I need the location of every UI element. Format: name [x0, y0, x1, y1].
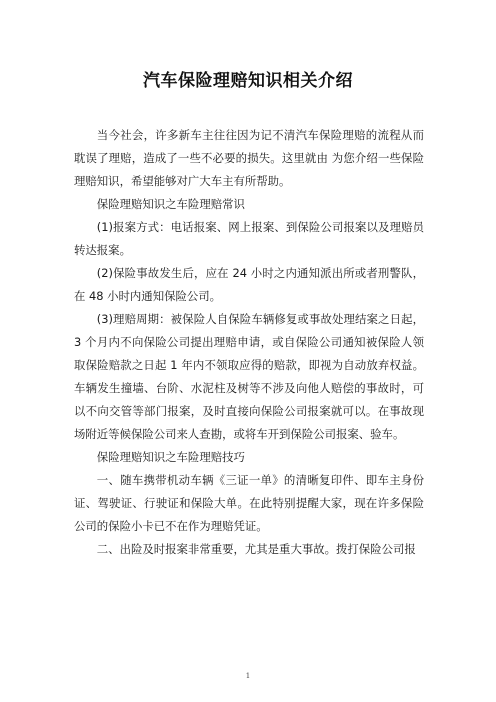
paragraph-report-methods: (1)报案方式：电话报案、网上报案、到保险公司报案以及理赔员转达报案。: [74, 220, 424, 257]
document-body: [74, 124, 424, 561]
paragraph-tip-two: 二、出险及时报案非常重要，尤其是重大事故。拨打保险公司报: [96, 542, 416, 556]
section-heading-claim-tips: 保险理赔知识之车险理赔技巧: [96, 450, 245, 464]
paragraph-tip-one: 一、随车携带机动车辆《三证一单》的清晰复印件、即车主身份证、驾驶证、行驶证和保险大单。在此特别提醒大家，现在许多保险公司的保险小卡已不在作为理赔凭证。: [74, 473, 424, 533]
document-title: 汽车保险理赔知识相关介绍: [143, 71, 353, 91]
section-heading-common-knowledge: 保险理赔知识之车险理赔常识: [96, 197, 245, 211]
page-number: 1: [245, 672, 251, 680]
paragraph-report-deadline: (2)保险事故发生后，应在 24 小时之内通知派出所或者刑警队，在 48 小时内通知保险公司。: [74, 266, 424, 303]
paragraph-claim-period: (3)理赔周期：被保险人自保险车辆修复或事故处理结案之日起，3 个月内不向保险公司提出理赔申请，或自保险公司通知被保险人领取保险赔款之日起 1 年内不领取应得的赔款，即视为自动放弃权益。车辆发生撞墙、台阶、水泥柱及树等不涉及向他人赔偿的事故时，可以不向交管等部门报案，及时直接向保险公司报案就可以。在事故现场附近等候保险公司来人查勘，或将车开到保险公司报案、验车。: [74, 312, 424, 441]
paragraph-intro: 当今社会，许多新车主往往因为记不清汽车保险理赔的流程从而耽误了理赔，造成了一些不必要的损失。这里就由 为您介绍一些保险理赔知识，希望能够对广大车主有所帮助。: [74, 128, 424, 188]
